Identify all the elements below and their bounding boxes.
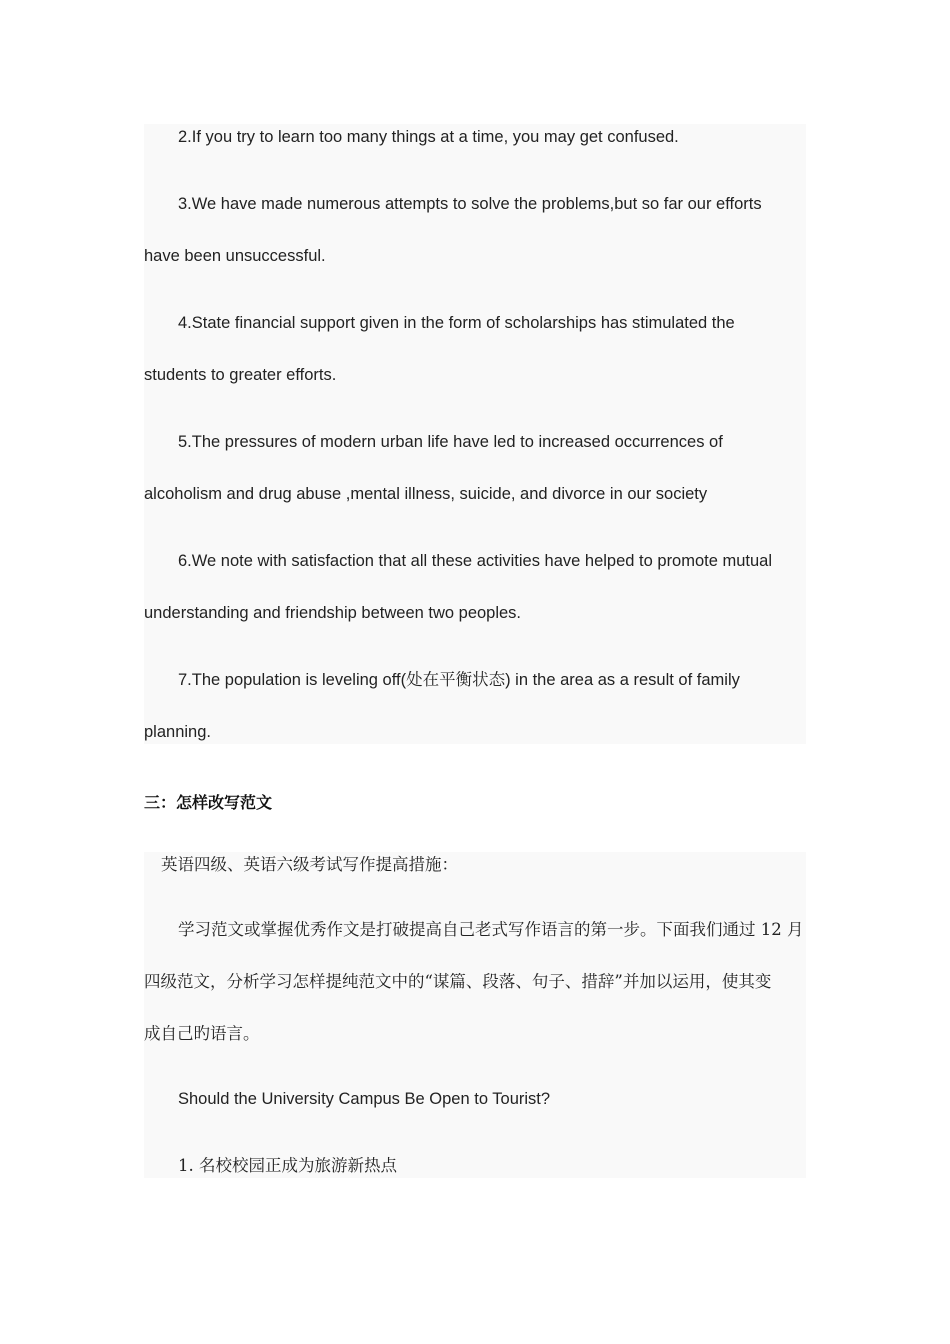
paragraph-line-2: 四级范文，分析学习怎样提纯范文中的“谋篇、段落、句子、措辞”并加以运用，使其变 [144, 972, 772, 991]
example-5-line-2: alcoholism and drug abuse ,mental illness, suicide, and divorce in our society [144, 485, 708, 503]
essay-title: Should the University Campus Be Open to Tourist? [178, 1090, 551, 1108]
example-7-line-1: 7.The population is leveling off(处在平衡状态) in the area as a result of family [178, 671, 740, 689]
outline-point-1: 1. 名校校园正成为旅游新热点 [178, 1156, 397, 1175]
paragraph-line-3: 成自己旳语言。 [144, 1024, 260, 1043]
example-5-line-1: 5.The pressures of modern urban life have led to increased occurrences of [178, 433, 723, 451]
intro-line: 英语四级、英语六级考试写作提高措施： [161, 855, 458, 874]
rewrite-section-block [144, 852, 806, 1178]
example-3-line-2: have been unsuccessful. [144, 247, 326, 265]
example-3-line-1: 3.We have made numerous attempts to solve the problems,but so far our efforts [178, 195, 762, 213]
example-6-line-1: 6.We note with satisfaction that all these activities have helped to promote mutual [178, 552, 773, 570]
section-heading: 三：怎样改写范文 [144, 793, 273, 812]
example-4-line-1: 4.State financial support given in the form of scholarships has stimulated the [178, 314, 735, 332]
sentence-examples-block [144, 124, 806, 744]
paragraph-line-1: 学习范文或掌握优秀作文是打破提高自己老式写作语言的第一步。下面我们通过 12 月 [178, 920, 804, 939]
example-6-line-2: understanding and friendship between two peoples. [144, 604, 522, 622]
example-4-line-2: students to greater efforts. [144, 366, 337, 384]
example-7-line-2: planning. [144, 723, 211, 741]
example-2-line-1: 2.If you try to learn too many things at a time, you may get confused. [178, 128, 679, 146]
